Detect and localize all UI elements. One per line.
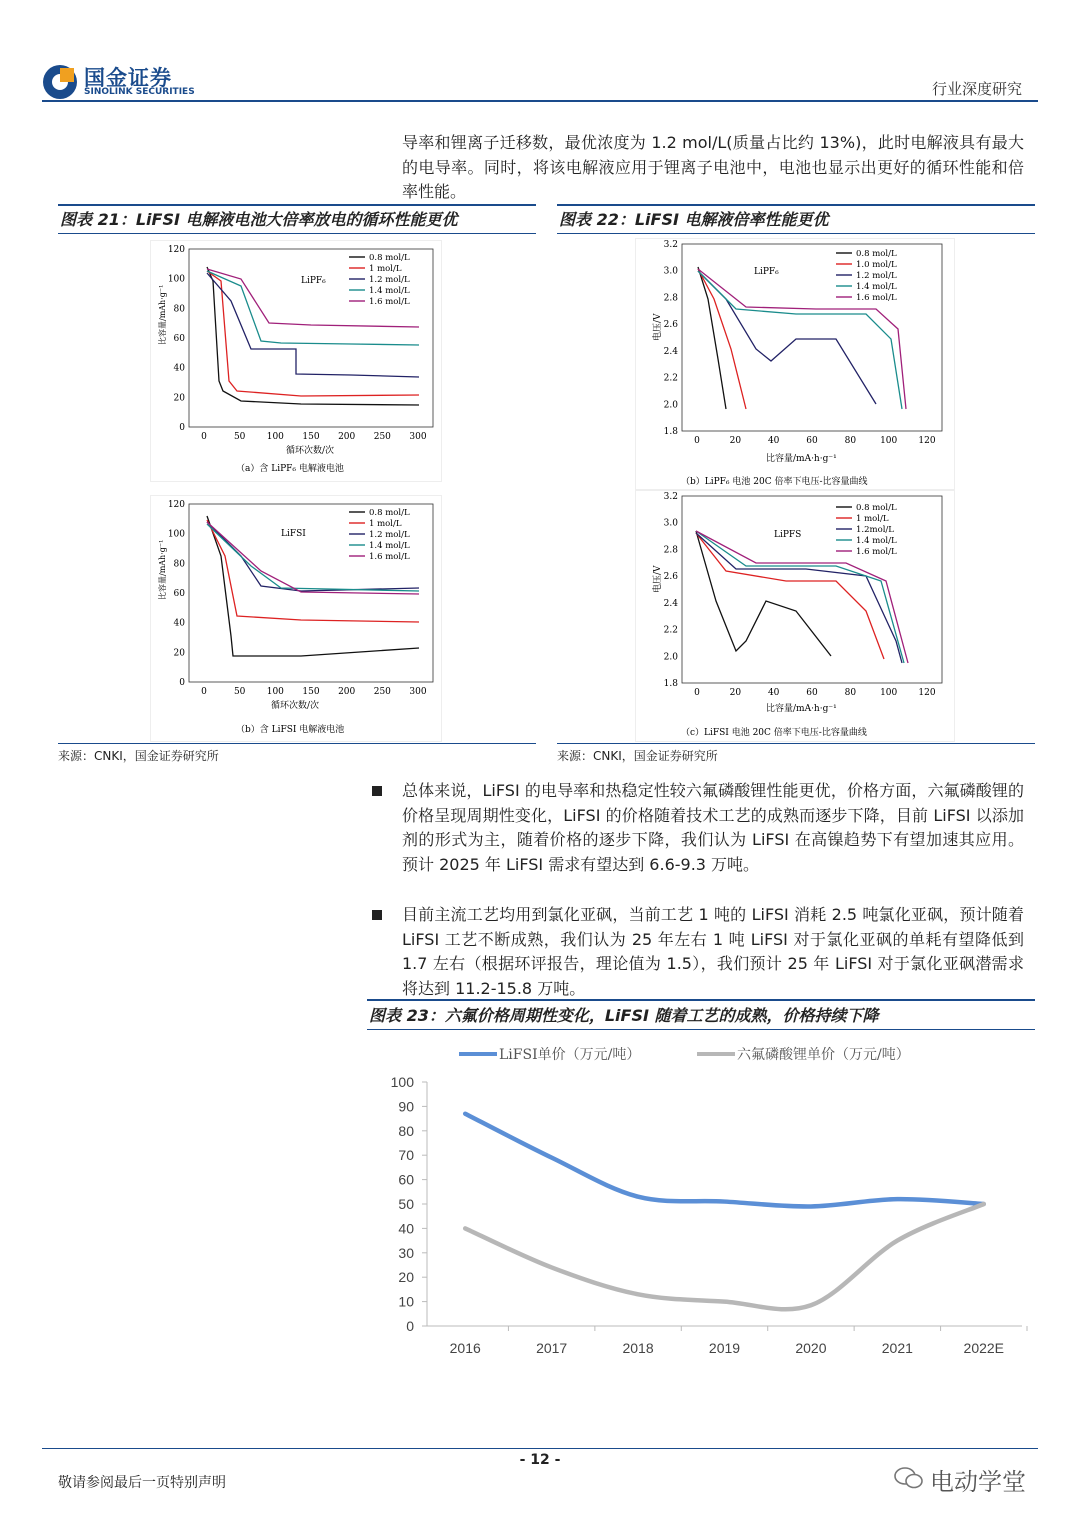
fig22b-xtick-label: 120 xyxy=(918,436,936,446)
fig22b-plot-frame xyxy=(682,244,942,431)
fig23-xtick-label: 2022E xyxy=(963,1340,1005,1356)
fig22b-ylabel: 电压/V xyxy=(653,313,663,341)
fig22c-xtick-label: 20 xyxy=(729,688,742,698)
fig22c-ylabel: 电压/V xyxy=(653,565,663,593)
fig21b-xtick-label: 50 xyxy=(233,687,246,697)
fig21-caption: 图表 21：LiFSI 电解液电池大倍率放电的循环性能更优 xyxy=(60,210,458,229)
fig22b-xlabel: 比容量/mA·h·g⁻¹ xyxy=(766,454,837,464)
fig22b-xtick-label: 0 xyxy=(694,436,700,446)
page-number: - 12 - xyxy=(519,1452,561,1468)
fig22c-legend-entry: 1.6 mol/L xyxy=(856,547,897,557)
fig23-xtick-label: 2019 xyxy=(708,1340,741,1356)
fig21a-xtick-label: 300 xyxy=(409,432,427,442)
fig21a-ytick-label: 20 xyxy=(173,393,185,404)
fig21b-xlabel: 循环次数/次 xyxy=(271,701,320,711)
fig21a-xtick-label: 150 xyxy=(302,432,320,442)
fig23-xtick-label: 2018 xyxy=(622,1340,654,1356)
fig23-ytick-label: 60 xyxy=(398,1171,414,1188)
fig21b-xtick-label: 200 xyxy=(338,687,356,697)
fig22b-label: LiPF₆ xyxy=(754,267,779,277)
fig23-caption-rule-bottom xyxy=(367,1029,1035,1030)
fig23-caption: 图表 23：六氟价格周期性变化，LiFSI 随着工艺的成熟，价格持续下降 xyxy=(369,1006,879,1025)
fig21-caption-rule-bottom xyxy=(58,233,536,234)
fig23-legend-entry: 六氟磷酸锂单价（万元/吨） xyxy=(737,1047,910,1063)
fig23-caption-rule-top xyxy=(367,999,1035,1001)
fig22b-ytick-label: 2.0 xyxy=(663,400,678,411)
fig22c-ytick-label: 1.8 xyxy=(663,679,678,689)
fig21b-ytick-label: 60 xyxy=(173,589,185,599)
fig22c-xtick-label: 80 xyxy=(844,688,857,698)
fig22c-plot xyxy=(636,491,954,741)
fig23-line-chart xyxy=(367,1034,1035,1374)
fig23-xtick-label: 2017 xyxy=(536,1340,568,1356)
fig21a-legend-entry: 1 mol/L xyxy=(369,264,402,274)
fig22c-ytick-label: 2.6 xyxy=(663,572,678,583)
fig23-ytick-label: 100 xyxy=(390,1074,414,1090)
fig21a-xtick-label: 100 xyxy=(266,432,284,442)
fig21-source-rule xyxy=(58,743,536,744)
fig23-ytick-label: 50 xyxy=(398,1196,414,1212)
fig22c-legend-entry: 0.8 mol/L xyxy=(856,503,897,513)
fig21-source: 来源：CNKI，国金证券研究所 xyxy=(58,749,219,763)
sinolink-logo-icon xyxy=(42,64,78,100)
bullet-item xyxy=(372,779,1024,877)
fig22c-ytick-label: 2.0 xyxy=(663,652,678,663)
fig23-xtick-label: 2016 xyxy=(449,1340,481,1356)
fig21b-legend-entry: 1.2 mol/L xyxy=(369,530,410,540)
fig22-source-rule xyxy=(557,743,1035,744)
fig21a-legend-entry: 1.6 mol/L xyxy=(369,297,410,307)
fig22-caption-rule-top xyxy=(557,204,1035,206)
header-divider xyxy=(42,100,1038,102)
fig21a-plot xyxy=(151,241,441,481)
fig23-series-line xyxy=(465,1114,984,1207)
fig22c-ytick-label: 2.2 xyxy=(663,625,678,636)
bullet-square-icon xyxy=(372,910,382,920)
fig22b-xtick-label: 40 xyxy=(767,436,780,446)
fig21b-xtick-label: 300 xyxy=(409,687,427,697)
fig23-data-point xyxy=(550,1266,553,1269)
fig22c-xtick-label: 0 xyxy=(694,688,700,698)
fig23-series-line xyxy=(465,1204,984,1309)
fig23-data-point xyxy=(464,1227,467,1230)
fig21b-xtick-label: 250 xyxy=(373,687,391,697)
fig21b-xtick-label: 100 xyxy=(266,687,284,697)
disclaimer-note: 敬请参阅最后一页特别声明 xyxy=(58,1475,226,1491)
fig23-data-point xyxy=(982,1203,985,1206)
fig22c-xlabel: 比容量/mA·h·g⁻¹ xyxy=(766,704,837,714)
bullet-text: 目前主流工艺均用到氯化亚砜，当前工艺 1 吨的 LiFSI 消耗 2.5 吨氯化亚砜，预计随着 LiFSI 工艺不断成熟，我们认为 25 年左右 1 吨 LiFSI 对于氯化亚砜的单耗有望降低到 1.7 左右（根据环评报告，理论值为 1.5），我们预计 25 年 LiFSI 对于氯化亚砜潜需求将达到 11.2-15.8 万吨。 xyxy=(402,905,1024,998)
fig21a-xtick-label: 0 xyxy=(201,432,207,442)
fig22b-xtick-label: 80 xyxy=(844,436,857,446)
fig23-data-point xyxy=(637,1195,640,1198)
fig23-ytick-label: 80 xyxy=(398,1122,414,1139)
fig23-data-point xyxy=(464,1112,467,1115)
fig23-xtick-label: 2020 xyxy=(795,1340,827,1356)
fig21b-legend-entry: 1.6 mol/L xyxy=(369,552,410,562)
fig22b-legend-entry: 1.6 mol/L xyxy=(856,293,897,303)
fig21b-ytick-label: 100 xyxy=(167,529,185,540)
fig22c-ytick-label: 2.8 xyxy=(663,545,678,556)
wechat-icon xyxy=(894,1466,924,1490)
fig22b-ytick-label: 3.2 xyxy=(663,240,678,250)
fig21a-xtick-label: 250 xyxy=(373,432,391,442)
fig23-legend-entry: LiFSI单价（万元/吨） xyxy=(499,1047,641,1063)
fig22-panel-b xyxy=(635,238,955,490)
report-section: 行业深度研究 xyxy=(931,80,1022,98)
fig22c-xtick-label: 60 xyxy=(806,688,818,698)
fig22-panel-c xyxy=(635,490,955,742)
fig21b-legend-entry: 1 mol/L xyxy=(369,519,402,529)
fig21-panel-b xyxy=(150,495,442,742)
fig23-data-point xyxy=(550,1156,553,1159)
fig21a-ytick-label: 0 xyxy=(179,423,185,433)
bullet-item xyxy=(372,903,1024,1001)
fig21a-label: LiPF₆ xyxy=(301,276,326,286)
fig21-panel-a xyxy=(150,240,442,482)
fig23-ytick-label: 70 xyxy=(398,1147,414,1164)
fig22b-ytick-label: 1.8 xyxy=(663,427,678,437)
fig22c-xtick-label: 40 xyxy=(767,688,780,698)
fig21b-xtick-label: 0 xyxy=(201,687,207,697)
fig21a-subcaption: （a）含 LiPF₆ 电解液电池 xyxy=(236,464,344,474)
fig21b-xtick-label: 150 xyxy=(302,687,320,697)
bullet-square-icon xyxy=(372,786,382,796)
fig22b-ytick-label: 3.0 xyxy=(663,266,678,277)
fig21b-ylabel: 比容量/mAh·g⁻¹ xyxy=(158,539,167,600)
fig23-data-point xyxy=(809,1304,812,1307)
fig21-caption-rule-top xyxy=(58,204,536,206)
fig22b-xtick-label: 100 xyxy=(880,436,898,446)
fig21a-legend-entry: 0.8 mol/L xyxy=(369,253,410,263)
fig22c-xtick-label: 100 xyxy=(880,688,898,698)
fig21b-plot xyxy=(151,496,441,741)
fig21a-ytick-label: 100 xyxy=(167,274,185,285)
fig21b-subcaption: （b）含 LiFSI 电解液电池 xyxy=(236,725,345,735)
fig22b-legend-entry: 1.4 mol/L xyxy=(856,282,897,292)
fig22b-ytick-label: 2.2 xyxy=(663,373,678,384)
fig22b-legend-entry: 0.8 mol/L xyxy=(856,249,897,259)
fig22b-subcaption: （b）LiPF₆ 电池 20C 倍率下电压-比容量曲线 xyxy=(681,477,868,487)
fig21b-ytick-label: 40 xyxy=(173,618,185,629)
fig23-data-point xyxy=(896,1239,899,1242)
fig23-ytick-label: 10 xyxy=(398,1293,414,1310)
fig22b-plot xyxy=(636,239,954,489)
fig21a-ytick-label: 40 xyxy=(173,363,185,374)
fig23-data-point xyxy=(723,1200,726,1203)
bullet-text: 总体来说，LiFSI 的电导率和热稳定性较六氟磷酸锂性能更优，价格方面，六氟磷酸锂的价格呈现周期性变化，LiFSI 的价格随着技术工艺的成熟而逐步下降，目前 LiFSI 以添加剂的形式为主，随着价格的逐步下降，我们认为 LiFSI 在高镍趋势下有望加速其应用。预计 2025 年 LiFSI 需求有望达到 6.6-9.3 万吨。 xyxy=(402,781,1024,874)
fig22c-legend-entry: 1 mol/L xyxy=(856,514,889,524)
fig22b-ytick-label: 2.8 xyxy=(663,293,678,304)
fig21b-legend-entry: 1.4 mol/L xyxy=(369,541,410,551)
fig21a-ytick-label: 80 xyxy=(173,304,185,315)
fig22b-legend-entry: 1.0 mol/L xyxy=(856,260,897,270)
fig22c-ytick-label: 3.0 xyxy=(663,518,678,529)
fig21a-ylabel: 比容量/mAh·g⁻¹ xyxy=(158,284,167,345)
fig21b-ytick-label: 20 xyxy=(173,648,185,659)
fig21a-xlabel: 循环次数/次 xyxy=(286,446,335,456)
fig23-xtick-label: 2021 xyxy=(881,1340,913,1356)
fig21b-ytick-label: 120 xyxy=(167,500,185,510)
fig21b-ytick-label: 80 xyxy=(173,559,185,570)
fig22b-legend-entry: 1.2 mol/L xyxy=(856,271,897,281)
fig22b-xtick-label: 20 xyxy=(729,436,742,446)
fig23-data-point xyxy=(723,1300,726,1303)
fig22-caption: 图表 22：LiFSI 电解液倍率性能更优 xyxy=(559,210,829,229)
fig21b-ytick-label: 0 xyxy=(179,678,185,688)
intro-paragraph: 导率和锂离子迁移数，最优浓度为 1.2 mol/L(质量占比约 13%)，此时电解液具有最大的电导率。同时，将该电解液应用于锂离子电池中，电池也显示出更好的循环性能和倍率性能。 xyxy=(402,133,1024,201)
fig23-ytick-label: 20 xyxy=(398,1269,414,1286)
logo-text-cn: 国金证券 xyxy=(84,66,172,90)
fig22c-ytick-label: 3.2 xyxy=(663,492,678,502)
fig22b-ytick-label: 2.4 xyxy=(663,346,678,357)
fig22c-xtick-label: 120 xyxy=(918,688,936,698)
fig21b-legend-entry: 0.8 mol/L xyxy=(369,508,410,518)
fig21a-xtick-label: 200 xyxy=(338,432,356,442)
fig22c-curve xyxy=(696,531,831,656)
fig22c-legend-entry: 1.2mol/L xyxy=(856,525,894,535)
fig23-data-point xyxy=(896,1198,899,1201)
fig21a-xtick-label: 50 xyxy=(233,432,246,442)
watermark-text: 电动学堂 xyxy=(930,1468,1026,1496)
fig22c-legend-entry: 1.4 mol/L xyxy=(856,536,897,546)
fig21b-label: LiFSI xyxy=(281,529,306,539)
fig23-ytick-label: 30 xyxy=(398,1244,414,1261)
fig22b-xtick-label: 60 xyxy=(806,436,818,446)
fig22c-plot-frame xyxy=(682,496,942,683)
fig21a-legend-entry: 1.2 mol/L xyxy=(369,275,410,285)
fig22c-label: LiPFS xyxy=(774,530,802,540)
fig23-data-point xyxy=(809,1205,812,1208)
fig23-data-point xyxy=(637,1293,640,1296)
footer-divider xyxy=(42,1448,1038,1449)
fig21a-legend-entry: 1.4 mol/L xyxy=(369,286,410,296)
logo-text-en: SINOLINK SECURITIES xyxy=(84,87,195,97)
fig22c-subcaption: （c）LiFSI 电池 20C 倍率下电压-比容量曲线 xyxy=(681,728,867,738)
fig22-source: 来源：CNKI，国金证券研究所 xyxy=(557,749,718,763)
fig21a-ytick-label: 60 xyxy=(173,334,185,344)
fig23-ytick-label: 90 xyxy=(398,1098,414,1115)
fig23-ytick-label: 40 xyxy=(398,1220,414,1237)
fig22c-ytick-label: 2.4 xyxy=(663,598,678,609)
fig22-caption-rule-bottom xyxy=(557,233,1035,234)
fig23-ytick-label: 0 xyxy=(406,1318,414,1334)
fig22b-ytick-label: 2.6 xyxy=(663,320,678,331)
fig21a-ytick-label: 120 xyxy=(167,245,185,255)
